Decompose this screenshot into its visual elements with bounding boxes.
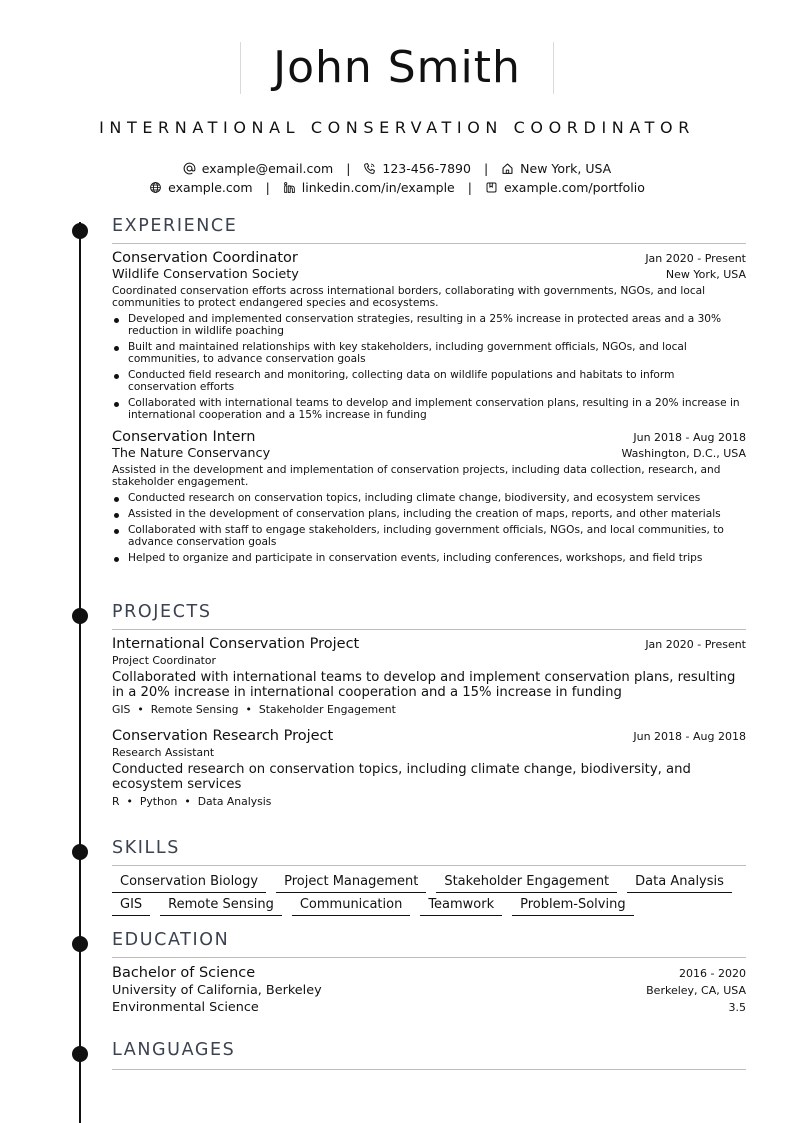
education-school: University of California, Berkeley (112, 983, 322, 998)
entry-title: Conservation Intern (112, 429, 256, 445)
skills-list (112, 866, 746, 916)
entry-org: The Nature Conservancy (112, 446, 271, 461)
education-school-row (112, 983, 746, 998)
experience-heading: EXPERIENCE (112, 216, 746, 244)
entry-title-row (112, 429, 746, 445)
portfolio-text: example.com/portfolio (503, 180, 645, 195)
entry-org-row (112, 446, 746, 461)
project-role: Project Coordinator (112, 654, 216, 667)
entry-date: Jun 2018 - Aug 2018 (633, 431, 746, 444)
project-title-row (112, 728, 746, 744)
entry-location: Washington, D.C., USA (621, 447, 746, 460)
timeline-dot-languages (72, 1046, 88, 1062)
list-item: Helped to organize and participate in conservation events, including conferences, workshops, and field trips (112, 552, 746, 564)
job-title-header: INTERNATIONAL CONSERVATION COORDINATOR (99, 118, 695, 137)
contact-linkedin[interactable] (283, 180, 455, 195)
project-description: Collaborated with international teams to develop and implement conservation plans, resulting in a 20% increase in international cooperation and a 15% increase in funding (112, 670, 736, 700)
skill-tag: Remote Sensing (160, 897, 282, 916)
education-dates: 2016 - 2020 (679, 967, 746, 980)
linkedin-text: linkedin.com/in/example (301, 180, 455, 195)
contact-separator: | (467, 180, 472, 195)
keyword: Stakeholder Engagement (258, 703, 396, 716)
entry-summary: Assisted in the development and implementation of conservation projects, including data collection, research, and stakeholder engagement. (112, 464, 721, 488)
project-description: Conducted research on conservation topics, including climate change, biodiversity, and ecosystem services (112, 762, 691, 792)
experience-entry (112, 250, 746, 421)
candidate-name: John Smith (240, 42, 554, 94)
globe-icon (149, 181, 162, 194)
project-date: Jan 2020 - Present (645, 638, 746, 651)
list-item: Developed and implemented conservation strategies, resulting in a 25% increase in protected areas and a 30% reduction in wildlife poaching (112, 313, 746, 337)
project-title-row (112, 636, 746, 652)
list-item: Collaborated with staff to engage stakeholders, including government officials, NGOs, and local communities, to advance conservation goals (112, 524, 746, 548)
at-icon (183, 162, 196, 175)
contact-separator: | (265, 180, 270, 195)
skill-tag: Project Management (276, 874, 426, 893)
skill-tag: Conservation Biology (112, 874, 266, 893)
education-heading: EDUCATION (112, 930, 746, 958)
email-text: example@email.com (201, 161, 334, 176)
project-title: International Conservation Project (112, 636, 360, 652)
location-text: New York, USA (520, 161, 612, 176)
contact-location (501, 161, 611, 176)
phone-icon (363, 162, 376, 175)
project-date: Jun 2018 - Aug 2018 (633, 730, 746, 743)
keyword: Remote Sensing (150, 703, 239, 716)
contact-row-2 (0, 179, 794, 195)
entry-bullets (112, 492, 746, 564)
experience-entry (112, 429, 746, 564)
timeline-dot-education (72, 936, 88, 952)
skill-tag: Data Analysis (627, 874, 732, 893)
timeline-dot-projects (72, 608, 88, 624)
education-degree: Bachelor of Science (112, 965, 256, 981)
entry-location: New York, USA (665, 268, 746, 281)
projects-section (112, 602, 746, 808)
education-location: Berkeley, CA, USA (646, 984, 746, 997)
keyword-bullet: • (126, 795, 133, 808)
contact-separator: | (483, 161, 489, 176)
list-item: Conducted field research and monitoring, collecting data on wildlife populations and habitats to inform conservation efforts (112, 369, 746, 393)
skill-tag: Problem-Solving (512, 897, 633, 916)
entry-title: Conservation Coordinator (112, 250, 298, 266)
education-section (112, 930, 746, 1015)
languages-section (112, 1040, 746, 1070)
keyword: R (112, 795, 120, 808)
timeline-dot-experience (72, 223, 88, 239)
education-gpa: 3.5 (728, 1001, 746, 1014)
entry-date: Jan 2020 - Present (645, 252, 746, 265)
contact-separator: | (346, 161, 351, 176)
contact-portfolio[interactable] (485, 180, 645, 195)
education-field: Environmental Science (112, 1000, 259, 1015)
project-keywords (112, 703, 746, 716)
entry-org: Wildlife Conservation Society (112, 267, 299, 282)
skill-tag: GIS (112, 897, 150, 916)
contact-phone[interactable] (363, 161, 471, 176)
skill-tag: Teamwork (420, 897, 502, 916)
skill-tag: Stakeholder Engagement (436, 874, 617, 893)
home-icon (501, 162, 514, 175)
timeline-line (79, 222, 81, 1123)
timeline-dot-skills (72, 844, 88, 860)
phone-text: 123-456-7890 (382, 161, 471, 176)
education-field-row (112, 1000, 746, 1015)
skills-section (112, 838, 746, 916)
list-item: Collaborated with international teams to develop and implement conservation plans, resulting in a 20% increase in international cooperation and a 15% increase in funding (112, 397, 746, 421)
projects-heading: PROJECTS (112, 602, 746, 630)
project-entry (112, 728, 746, 808)
name-wrapper (0, 42, 794, 94)
project-title: Conservation Research Project (112, 728, 334, 744)
list-item: Conducted research on conservation topics, including climate change, biodiversity, and ecosystem services (112, 492, 746, 504)
keyword: Data Analysis (197, 795, 272, 808)
experience-section (112, 216, 746, 564)
project-role: Research Assistant (112, 746, 215, 759)
languages-heading: LANGUAGES (112, 1040, 746, 1070)
portfolio-icon (485, 181, 498, 194)
website-text: example.com (168, 180, 253, 195)
project-keywords (112, 795, 746, 808)
education-degree-row (112, 965, 746, 981)
entry-summary: Coordinated conservation efforts across international borders, collaborating with governments, NGOs, and local communities to protect endangered species and ecosystems. (112, 285, 706, 309)
project-entry (112, 636, 746, 716)
skills-heading: SKILLS (112, 838, 746, 866)
linkedin-icon (283, 181, 296, 194)
keyword: Python (139, 795, 178, 808)
list-item: Assisted in the development of conservation plans, including the creation of maps, reports, and other materials (112, 508, 746, 520)
keyword-bullet: • (245, 703, 252, 716)
entry-title-row (112, 250, 746, 266)
contact-website[interactable] (149, 180, 252, 195)
skill-tag: Communication (292, 897, 410, 916)
keyword: GIS (112, 703, 131, 716)
contact-row-1 (0, 160, 794, 176)
entry-org-row (112, 267, 746, 282)
contact-email[interactable] (183, 161, 333, 176)
keyword-bullet: • (184, 795, 191, 808)
list-item: Built and maintained relationships with key stakeholders, including government officials, NGOs, and local communities, to advance conservation goals (112, 341, 746, 365)
entry-bullets (112, 313, 746, 421)
keyword-bullet: • (137, 703, 144, 716)
